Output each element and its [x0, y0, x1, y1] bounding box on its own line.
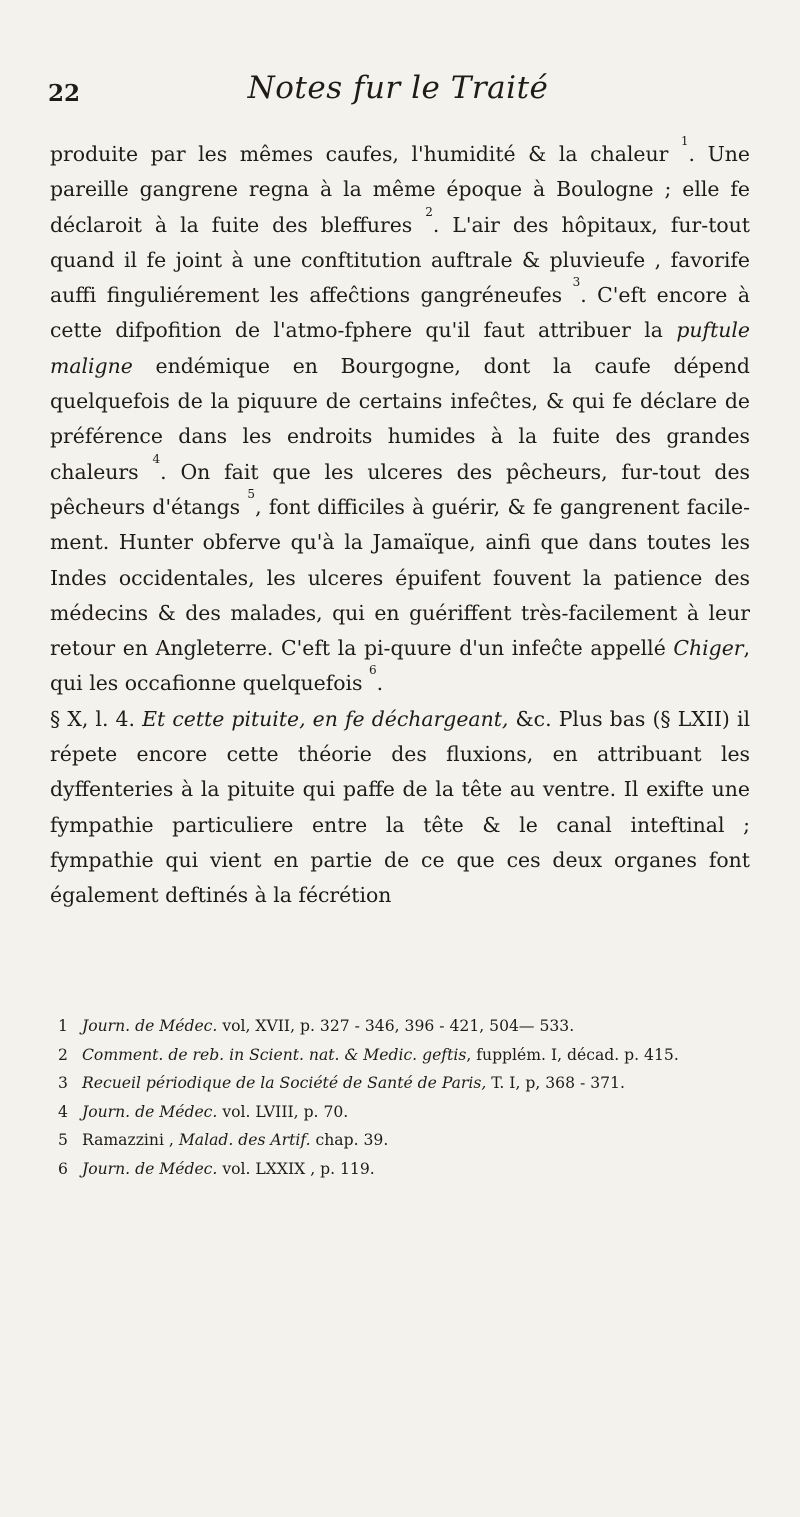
footnote [58, 1012, 750, 1041]
text-run: . C'eft encore à cette difpofition de l'atmo-fphere qu'il faut attribuer la [50, 283, 750, 343]
page-header [48, 70, 748, 114]
footnote-number: 6 [58, 1159, 68, 1178]
footnote [58, 1126, 750, 1155]
footnote-number: 2 [58, 1045, 68, 1064]
text-run: , qui les occafionne quelquefois [50, 636, 750, 696]
footnote-ref: 2 [425, 204, 433, 219]
section-ref: § X, l. 4. [50, 706, 143, 731]
footnote-ref: 6 [369, 663, 377, 678]
footnote-ref: 1 [680, 134, 689, 148]
footnote-source: Malad. des Artif. [178, 1131, 311, 1150]
italic-quote: Et cette pituite, en fe déchargeant, [142, 706, 509, 731]
footnote-source: Comment. de reb. in Scient. nat. & Medic. geftis [82, 1045, 467, 1064]
footnote-detail: vol. LXXIX , p. 119. [217, 1159, 375, 1178]
paragraph-1 [50, 134, 751, 702]
footnote-detail: vol, XVII, p. 327 - 346, 396 - 421, 504— 533. [217, 1017, 575, 1035]
footnote-ref: 5 [247, 486, 256, 501]
text-run: . On fait que les ulceres des pêcheurs, fur-tout des pêcheurs d'étangs [50, 459, 751, 519]
footnotes [58, 1012, 750, 1184]
footnote [58, 1069, 750, 1098]
footnote [58, 1041, 750, 1070]
page-number: 22 [48, 80, 81, 107]
text-run: . L'air des hôpitaux, fur-tout quand il fe joint à une conftitution auftrale & pluvieufe , favorife auffi finguliérement les affeĉtions gangréneufes [50, 212, 750, 308]
footnote-ref: 4 [152, 451, 161, 466]
text-run: &c. Plus bas (§ LXII) il répete encore cette théorie des fluxions, en attribuant les dyffenteries à la pituite qui paffe de la tête au ventre. Il exifte une fympathie particuliere entre la tête & le canal inteftinal ; fympathie qui vient en partie de ce que ces deux organes font également deftinés à la fécrétion [50, 706, 750, 908]
footnote-author: Ramazzini , [82, 1131, 179, 1150]
footnote-ref: 3 [572, 275, 581, 290]
footnote-number: 1 [58, 1017, 68, 1035]
footnote-detail: vol. LVIII, p. 70. [217, 1102, 349, 1121]
footnote-detail: T. I, p, 368 - 371. [486, 1074, 625, 1093]
footnote-number: 4 [58, 1102, 68, 1121]
text-run: endémique en Bourgogne, dont la caufe dépend quelquefois de la piquure de certains infeĉtes, & qui fe déclare de préférence dans les endroits humides à la fuite des grandes chaleurs [50, 353, 750, 484]
footnote-source: Journ. de Médec. [82, 1159, 218, 1178]
paragraph-2 [50, 702, 750, 914]
footnote [58, 1155, 750, 1184]
footnote-detail: , fupplém. I, décad. p. 415. [466, 1045, 679, 1064]
text-run: . [376, 671, 384, 696]
text-run: produite par les mêmes caufes, l'humidité & la chaleur [50, 142, 681, 166]
footnote-source: Journ. de Médec. [82, 1017, 218, 1035]
footnote-detail: chap. 39. [310, 1131, 389, 1150]
footnote-source: Journ. de Médec. [82, 1102, 218, 1121]
footnote-source: Recueil périodique de la Société de Santé de Paris, [82, 1074, 487, 1093]
running-head: Notes fur le Traité [247, 70, 549, 106]
text-run: , font difficiles à guérir, & fe gangrenent facile-ment. Hunter obferve qu'à la Jamaïque, ainfi que dans toutes les Indes occidentales, les ulceres épuifent fouvent la patience des médecins & des malades, qui en guériffent très-facilement à leur retour en Angleterre. C'eft la pi-quure d'un infeĉte appellé [50, 494, 750, 661]
italic-term: Chiger [673, 636, 744, 661]
footnote-number: 3 [58, 1074, 68, 1093]
footnote-number: 5 [58, 1131, 68, 1150]
italic-term: puftule maligne [50, 318, 750, 378]
text-run: . Une pareille gangrene regna à la même époque à Boulogne ; elle fe déclaroit à la fuite des bleffures [50, 142, 750, 237]
main-text [50, 134, 751, 914]
footnote [58, 1098, 750, 1127]
